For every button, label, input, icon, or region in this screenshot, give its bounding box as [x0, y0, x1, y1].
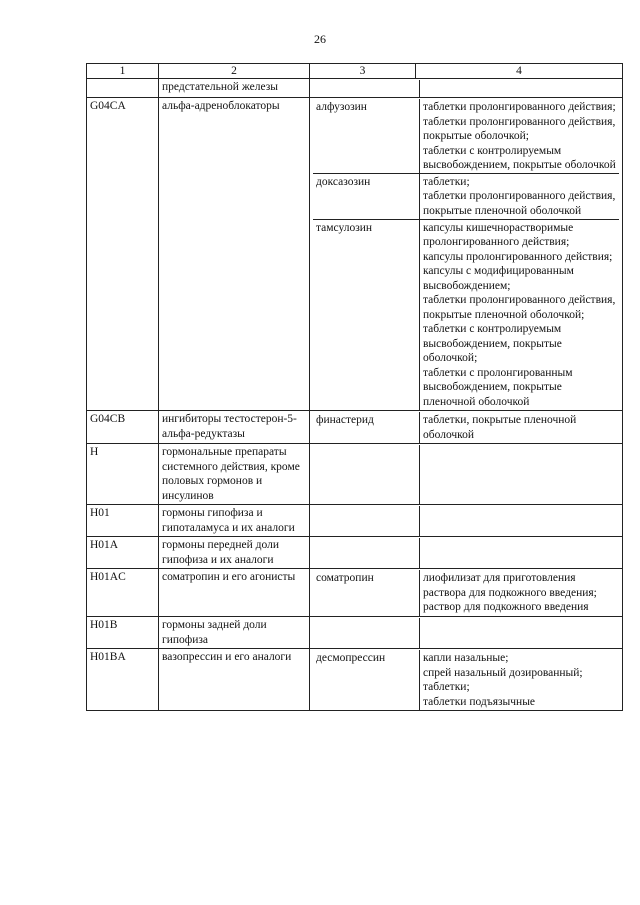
table-row — [87, 617, 623, 649]
drug-row — [313, 570, 619, 616]
atc-code-cell: H01B — [87, 617, 159, 649]
dosage-forms — [420, 618, 620, 648]
dosage-form: капли назальные; — [423, 652, 509, 664]
drug-list-empty — [313, 445, 619, 504]
dosage-forms — [420, 570, 620, 616]
header-col-1: 1 — [87, 64, 159, 79]
table-row — [87, 537, 623, 569]
table-row — [87, 569, 623, 617]
drug-list — [313, 99, 619, 410]
drug-subtable-cell — [310, 79, 623, 98]
dosage-form: капсулы с модифицированным высвобождением; — [423, 265, 574, 292]
drug-row — [313, 219, 619, 410]
atc-code-cell: H01 — [87, 505, 159, 537]
dosage-forms — [420, 538, 620, 568]
drug-list — [313, 650, 619, 710]
drug-name — [313, 80, 420, 97]
drug-name — [313, 618, 420, 648]
group-name-cell: альфа-адреноблокаторы — [159, 98, 310, 411]
dosage-form: капсулы кишечнорастворимые пролонгированного действия; — [423, 221, 574, 249]
drug-list-empty — [313, 80, 619, 97]
drug-subtable-cell — [310, 444, 623, 505]
dosage-forms — [420, 80, 620, 97]
table-row — [87, 505, 623, 537]
dosage-form: спрей назальный дозированный; — [423, 666, 583, 679]
atc-code-cell — [87, 79, 159, 98]
drug-name — [313, 538, 420, 568]
drug-subtable-cell — [310, 505, 623, 537]
drug-name: соматропин — [313, 570, 420, 616]
dosage-forms — [420, 650, 620, 710]
group-name-cell: гормоны гипофиза и гипоталамуса и их аналоги — [159, 505, 310, 537]
table-row — [87, 649, 623, 711]
group-name-cell: гормоны задней доли гипофиза — [159, 617, 310, 649]
table-body — [87, 79, 623, 711]
drug-name — [313, 445, 420, 504]
atc-code-cell: H01BA — [87, 649, 159, 711]
atc-code-cell: H01AC — [87, 569, 159, 617]
dosage-form: таблетки; — [423, 175, 470, 188]
group-name-cell: вазопрессин и его аналоги — [159, 649, 310, 711]
table-row — [87, 98, 623, 411]
drug-row — [313, 80, 619, 97]
dosage-form: таблетки, покрытые пленочной оболочкой — [423, 414, 577, 441]
atc-code-cell: G04CB — [87, 411, 159, 444]
dosage-form: раствор для подкожного введения — [423, 601, 589, 613]
drug-name — [313, 506, 420, 536]
drug-row — [313, 506, 619, 536]
group-name-cell: гормональные препараты системного действия, кроме половых гормонов и инсулинов — [159, 444, 310, 505]
drug-subtable-cell — [310, 98, 623, 411]
drug-list-empty — [313, 506, 619, 536]
dosage-form: таблетки; — [423, 681, 470, 693]
drug-list — [313, 570, 619, 616]
drug-name: тамсулозин — [313, 219, 420, 410]
dosage-form: таблетки пролонгированного действия, покрытые пленочной оболочкой — [423, 190, 616, 217]
drug-row — [313, 445, 619, 504]
header-col-3: 3 — [310, 64, 416, 79]
drug-row — [313, 538, 619, 568]
atc-code-cell: H01A — [87, 537, 159, 569]
dosage-form: таблетки с контролируемым высвобождением, покрытые оболочкой; — [423, 323, 562, 365]
drug-list — [313, 412, 619, 443]
dosage-form: таблетки пролонгированного действия, покрытые оболочкой; — [423, 115, 616, 142]
dosage-forms — [420, 219, 620, 410]
atc-code-cell: G04CA — [87, 98, 159, 411]
drug-row — [313, 412, 619, 443]
drug-subtable-cell — [310, 537, 623, 569]
dosage-forms — [420, 173, 620, 219]
drug-name: финастерид — [313, 412, 420, 443]
table-row — [87, 411, 623, 444]
drug-subtable-cell — [310, 649, 623, 711]
drug-name: десмопрессин — [313, 650, 420, 710]
header-col-2: 2 — [159, 64, 310, 79]
page-number: 26 — [314, 32, 326, 46]
drug-row — [313, 173, 619, 219]
group-name-cell: соматропин и его агонисты — [159, 569, 310, 617]
dosage-form: таблетки подъязычные — [423, 695, 536, 708]
atc-code-cell: H — [87, 444, 159, 505]
dosage-forms — [420, 445, 620, 504]
drug-list-empty — [313, 538, 619, 568]
table-header — [87, 64, 623, 79]
group-name-cell: гормоны передней доли гипофиза и их аналоги — [159, 537, 310, 569]
dosage-forms — [420, 99, 620, 173]
dosage-form: таблетки с пролонгированным высвобождением, покрытые пленочной оболочкой — [423, 366, 573, 408]
group-name-cell: предстательной железы — [159, 79, 310, 98]
table-row — [87, 79, 623, 98]
header-col-4: 4 — [416, 64, 623, 79]
drug-subtable-cell — [310, 411, 623, 444]
drug-subtable-cell — [310, 617, 623, 649]
drug-subtable-cell — [310, 569, 623, 617]
drug-list-empty — [313, 618, 619, 648]
medication-table — [86, 63, 623, 711]
drug-row — [313, 618, 619, 648]
drug-row — [313, 99, 619, 173]
drug-name: доксазозин — [313, 173, 420, 219]
dosage-form: таблетки с контролируемым высвобождением, покрытые оболочкой — [423, 144, 616, 171]
dosage-forms — [420, 506, 620, 536]
dosage-form: капсулы пролонгированного действия; — [423, 250, 613, 263]
dosage-forms — [420, 412, 620, 443]
drug-row — [313, 650, 619, 710]
drug-name: алфузозин — [313, 99, 420, 173]
dosage-form: лиофилизат для приготовления раствора для подкожного введения; — [423, 572, 597, 599]
group-name-cell: ингибиторы тестостерон-5-альфа-редуктазы — [159, 411, 310, 444]
dosage-form: таблетки пролонгированного действия, покрытые пленочной оболочкой; — [423, 294, 616, 321]
table-row — [87, 444, 623, 505]
dosage-form: таблетки пролонгированного действия; — [423, 101, 616, 113]
